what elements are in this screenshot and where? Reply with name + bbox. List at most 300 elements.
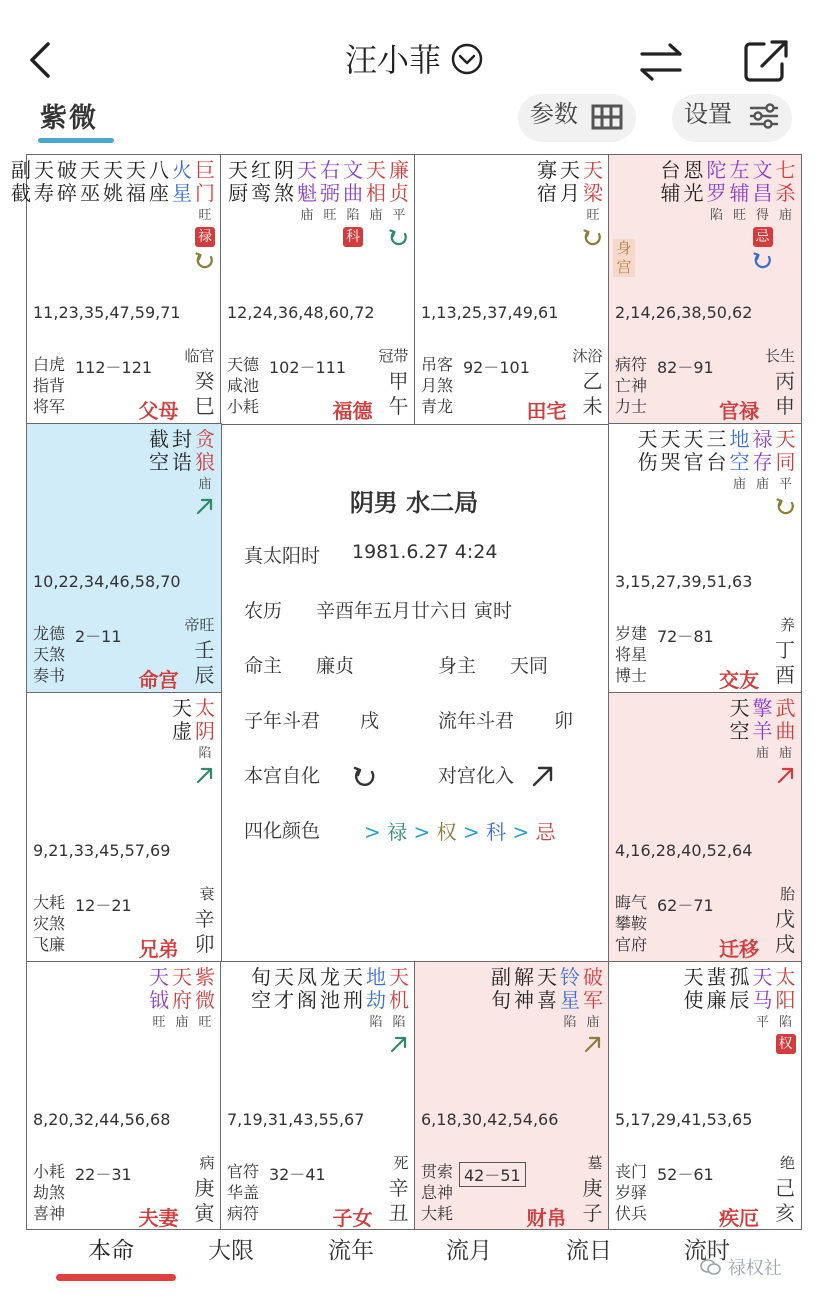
star-name-char: 天 bbox=[103, 158, 123, 182]
legend-ji: 忌 bbox=[535, 820, 556, 844]
branch: 辰 bbox=[194, 663, 215, 687]
star-name-char: 火 bbox=[172, 158, 192, 182]
self-transform-icon bbox=[752, 249, 774, 271]
stem: 乙 bbox=[582, 369, 603, 393]
shensha-3: 喜神 bbox=[33, 1204, 66, 1223]
star-name-char: 姚 bbox=[103, 181, 123, 205]
star-name-char: 天 bbox=[366, 158, 386, 182]
star-name-char: 梁 bbox=[583, 181, 603, 205]
star-column bbox=[705, 966, 728, 1054]
palace-minggong[interactable] bbox=[26, 423, 222, 694]
share-icon[interactable] bbox=[742, 38, 792, 84]
star-column bbox=[536, 966, 559, 1055]
palace-fumu[interactable] bbox=[11, 154, 222, 425]
shensha-1: 贯索 bbox=[421, 1162, 454, 1181]
star-column bbox=[774, 428, 797, 517]
decade-range: 72－81 bbox=[657, 627, 714, 646]
star-name-char: 阴 bbox=[195, 719, 215, 743]
stem: 丙 bbox=[775, 369, 795, 393]
palace-jiaoyou[interactable] bbox=[608, 423, 802, 694]
star-brightness: 庙 bbox=[586, 1015, 600, 1030]
star-column bbox=[319, 966, 342, 1055]
star-brightness: 陷 bbox=[778, 1015, 792, 1030]
star-name-char: 同 bbox=[775, 450, 796, 474]
star-name-char: 七 bbox=[775, 158, 796, 182]
star-name-char: 巫 bbox=[80, 181, 100, 205]
ziwei-chart-grid bbox=[11, 154, 802, 1230]
star-name-char: 天 bbox=[172, 696, 192, 720]
swap-icon[interactable] bbox=[638, 40, 684, 84]
star-column bbox=[365, 966, 388, 1055]
branch: 未 bbox=[582, 394, 603, 418]
star-column bbox=[636, 428, 659, 517]
palace-guanlu[interactable] bbox=[608, 154, 802, 425]
legend-sep: > bbox=[364, 820, 381, 844]
star-column bbox=[125, 159, 148, 271]
star-brightness: 得 bbox=[755, 208, 769, 223]
branch: 亥 bbox=[775, 1201, 795, 1225]
watermark bbox=[700, 1254, 782, 1280]
star-name-char: 右 bbox=[320, 158, 340, 182]
star-brightness: 庙 bbox=[732, 477, 746, 492]
star-name-char: 使 bbox=[683, 988, 704, 1012]
star-name-char: 贞 bbox=[389, 181, 409, 205]
star-name-char: 武 bbox=[775, 696, 796, 720]
tab-liunian[interactable]: 流年 bbox=[328, 1238, 374, 1264]
star-list bbox=[148, 966, 217, 1031]
shensha-3: 飞廉 bbox=[33, 935, 66, 954]
shenzhu-label: 身主 bbox=[438, 655, 477, 677]
transform-in-arrow-icon bbox=[194, 495, 216, 517]
shensha-1: 岁建 bbox=[615, 624, 648, 643]
branch: 巳 bbox=[194, 394, 215, 418]
star-column bbox=[559, 966, 582, 1055]
palace-jie[interactable] bbox=[608, 961, 802, 1230]
star-brightness: 庙 bbox=[369, 208, 383, 223]
legend-sep: > bbox=[462, 820, 480, 844]
star-name-char: 马 bbox=[752, 988, 773, 1012]
star-column bbox=[751, 159, 774, 271]
age-list: 3,15,27,39,51,63 bbox=[615, 572, 753, 591]
star-column bbox=[490, 966, 513, 1055]
legend-quan: 权 bbox=[436, 820, 457, 844]
tab-liuyue[interactable]: 流月 bbox=[446, 1238, 492, 1264]
stem: 辛 bbox=[388, 1176, 409, 1200]
star-column bbox=[148, 428, 171, 517]
star-brightness: 庙 bbox=[778, 746, 792, 761]
star-brightness: 庙 bbox=[778, 208, 792, 223]
star-name-char: 天 bbox=[683, 427, 704, 451]
star-name-char: 破 bbox=[57, 158, 77, 182]
age-list: 1,13,25,37,49,61 bbox=[421, 303, 559, 322]
star-list bbox=[10, 159, 217, 271]
palace-qianyi[interactable] bbox=[608, 692, 802, 963]
age-list: 4,16,28,40,52,64 bbox=[615, 841, 753, 860]
changsheng-stage: 沐浴 bbox=[572, 347, 603, 365]
palace-fuqi[interactable] bbox=[26, 961, 222, 1230]
star-name-char: 天 bbox=[274, 965, 294, 989]
star-name-char: 昌 bbox=[752, 181, 773, 205]
star-name-char: 天 bbox=[228, 158, 248, 182]
age-list: 5,17,29,41,53,65 bbox=[615, 1110, 753, 1129]
shenzhu-value: 天同 bbox=[510, 655, 549, 677]
star-list bbox=[536, 159, 605, 248]
star-name-char: 座 bbox=[149, 181, 169, 205]
star-list bbox=[636, 428, 797, 517]
transform-in-arrow-icon bbox=[582, 1033, 604, 1055]
star-column bbox=[250, 966, 273, 1055]
branch: 戌 bbox=[775, 932, 795, 956]
star-brightness: 平 bbox=[755, 1015, 769, 1030]
self-transform-label: 本宫自化 bbox=[244, 765, 321, 787]
star-name-char: 空 bbox=[729, 450, 750, 474]
star-name-char: 左 bbox=[729, 158, 750, 182]
star-name-char: 哭 bbox=[660, 450, 681, 474]
palace-name: 官禄 bbox=[719, 399, 759, 423]
decade-range: 62－71 bbox=[657, 896, 714, 915]
sliders-icon bbox=[748, 102, 780, 130]
star-name-char: 太 bbox=[195, 696, 215, 720]
wechat-icon bbox=[700, 1258, 722, 1276]
palace-name: 福德 bbox=[332, 399, 373, 423]
star-name-char: 蜚 bbox=[706, 965, 727, 989]
shensha-1: 小耗 bbox=[33, 1162, 66, 1181]
liunian-doujun-label: 流年斗君 bbox=[438, 710, 515, 732]
legend-ke: 科 bbox=[486, 820, 507, 844]
star-brightness: 陷 bbox=[198, 746, 212, 761]
self-transform-icon bbox=[352, 763, 378, 789]
settings-label: 设置 bbox=[684, 100, 732, 128]
legend-sep: > bbox=[413, 820, 431, 844]
palace-xiongdi[interactable] bbox=[26, 692, 222, 963]
settings-button[interactable] bbox=[672, 94, 792, 142]
branch: 卯 bbox=[194, 932, 215, 956]
star-column bbox=[194, 159, 217, 271]
self-transform-icon bbox=[582, 226, 604, 248]
age-list: 7,19,31,43,55,67 bbox=[227, 1110, 365, 1129]
shensha-1: 龙德 bbox=[33, 624, 66, 643]
star-name-char: 红 bbox=[251, 158, 271, 182]
changsheng-stage: 绝 bbox=[779, 1154, 795, 1172]
star-name-char: 虚 bbox=[172, 719, 192, 743]
palace-name: 命宫 bbox=[138, 668, 179, 692]
stem: 庚 bbox=[194, 1176, 215, 1200]
star-name-char: 鸾 bbox=[251, 181, 271, 205]
star-column bbox=[682, 966, 705, 1054]
palace-name: 田宅 bbox=[526, 399, 567, 423]
star-name-char: 辰 bbox=[729, 988, 750, 1012]
shensha-2: 月煞 bbox=[421, 376, 454, 395]
star-name-char: 紫 bbox=[195, 965, 215, 989]
star-column bbox=[388, 966, 411, 1055]
star-name-char: 光 bbox=[683, 181, 704, 205]
tab-liushi[interactable]: 流时 bbox=[684, 1238, 730, 1264]
shensha-1: 病符 bbox=[615, 355, 648, 374]
decade-range: 52－61 bbox=[657, 1165, 714, 1184]
decade-range: 32－41 bbox=[269, 1165, 326, 1184]
tab-daxian[interactable]: 大限 bbox=[208, 1238, 254, 1264]
star-name-char: 陀 bbox=[706, 158, 727, 182]
star-name-char: 文 bbox=[752, 158, 773, 182]
star-name-char: 空 bbox=[149, 450, 169, 474]
changsheng-stage: 养 bbox=[779, 616, 795, 634]
star-column bbox=[513, 966, 536, 1055]
star-name-char: 煞 bbox=[274, 181, 294, 205]
star-name-char: 微 bbox=[195, 988, 215, 1012]
opposite-transform-label: 对宫化入 bbox=[438, 765, 515, 787]
star-name-char: 台 bbox=[660, 158, 681, 182]
star-name-char: 阳 bbox=[775, 988, 796, 1012]
star-brightness: 旺 bbox=[198, 208, 212, 223]
transform-in-arrow-icon bbox=[388, 1033, 410, 1055]
tab-indicator bbox=[38, 138, 114, 143]
star-name-char: 地 bbox=[729, 427, 750, 451]
shensha-1: 白虎 bbox=[33, 355, 66, 374]
shensha-3: 小耗 bbox=[227, 397, 260, 416]
chart-toolbar bbox=[0, 98, 828, 154]
zinian-doujun-label: 子年斗君 bbox=[244, 710, 321, 732]
star-name-char: 天 bbox=[637, 427, 658, 451]
star-name-char: 相 bbox=[366, 181, 386, 205]
star-column bbox=[659, 428, 682, 517]
star-name-char: 八 bbox=[149, 158, 169, 182]
self-transform-icon bbox=[388, 226, 410, 248]
shensha-2: 指背 bbox=[33, 376, 66, 395]
stem: 庚 bbox=[582, 1176, 603, 1200]
star-brightness: 陷 bbox=[392, 1015, 406, 1030]
palace-name: 疾厄 bbox=[719, 1206, 759, 1230]
star-name-char: 诰 bbox=[172, 450, 192, 474]
sihua-badge: 权 bbox=[776, 1034, 796, 1054]
shensha-2: 亡神 bbox=[615, 376, 648, 395]
star-column bbox=[582, 966, 605, 1055]
palace-name: 财帛 bbox=[526, 1206, 567, 1230]
star-column bbox=[171, 966, 194, 1031]
stem: 戊 bbox=[775, 907, 795, 931]
star-name-char: 恩 bbox=[683, 158, 704, 182]
stem: 壬 bbox=[194, 638, 215, 662]
tab-benming[interactable]: 本命 bbox=[88, 1238, 134, 1264]
star-name-char: 巨 bbox=[195, 158, 215, 182]
star-list bbox=[728, 697, 797, 786]
palace-name: 交友 bbox=[719, 668, 759, 692]
palace-fude[interactable] bbox=[220, 154, 416, 425]
star-name-char: 空 bbox=[251, 988, 271, 1012]
stem: 己 bbox=[775, 1176, 795, 1200]
star-name-char: 辅 bbox=[729, 181, 750, 205]
shensha-1: 晦气 bbox=[615, 893, 648, 912]
shensha-1: 吊客 bbox=[421, 355, 454, 374]
changsheng-stage: 帝旺 bbox=[184, 616, 215, 634]
star-name-char: 弼 bbox=[320, 181, 340, 205]
star-column bbox=[774, 966, 797, 1054]
body-palace-tag: 身宫 bbox=[613, 239, 635, 277]
star-brightness: 庙 bbox=[300, 208, 314, 223]
decade-range: 82－91 bbox=[657, 358, 714, 377]
sihua-color-label: 四化颜色 bbox=[244, 820, 321, 842]
star-name-char: 副 bbox=[11, 158, 31, 182]
shensha-3: 病符 bbox=[227, 1204, 260, 1223]
star-name-char: 天 bbox=[149, 965, 169, 989]
branch: 午 bbox=[388, 394, 409, 418]
star-column bbox=[296, 159, 319, 248]
star-brightness: 旺 bbox=[586, 208, 600, 223]
star-name-char: 旬 bbox=[491, 988, 511, 1012]
star-name-char: 官 bbox=[683, 450, 704, 474]
star-name-char: 劫 bbox=[366, 988, 386, 1012]
legend-sep: > bbox=[512, 820, 530, 844]
shensha-3: 博士 bbox=[615, 666, 648, 685]
star-name-char: 碎 bbox=[57, 181, 77, 205]
star-name-char: 池 bbox=[320, 988, 340, 1012]
star-name-char: 铃 bbox=[560, 965, 580, 989]
star-name-char: 阁 bbox=[297, 988, 317, 1012]
active-tab-indicator bbox=[56, 1274, 176, 1281]
decade-range: 102－111 bbox=[269, 358, 347, 377]
star-name-char: 天 bbox=[126, 158, 146, 182]
shensha-3: 伏兵 bbox=[615, 1204, 648, 1223]
sihua-badge: 科 bbox=[343, 227, 363, 247]
palace-zinv[interactable] bbox=[220, 961, 416, 1230]
star-column bbox=[682, 159, 705, 271]
star-name-char: 旬 bbox=[251, 965, 271, 989]
star-brightness: 旺 bbox=[152, 1015, 166, 1030]
star-list bbox=[682, 966, 797, 1054]
star-name-char: 天 bbox=[172, 965, 192, 989]
palace-name: 父母 bbox=[138, 399, 179, 423]
star-brightness: 旺 bbox=[323, 208, 337, 223]
star-name-char: 贪 bbox=[195, 427, 215, 451]
star-column bbox=[682, 428, 705, 517]
star-name-char: 天 bbox=[537, 965, 557, 989]
legend-lu: 禄 bbox=[387, 820, 408, 844]
star-list bbox=[148, 428, 217, 517]
star-brightness: 陷 bbox=[563, 1015, 577, 1030]
stem: 辛 bbox=[194, 907, 215, 931]
star-name-char: 月 bbox=[560, 181, 580, 205]
star-name-char: 天 bbox=[34, 158, 54, 182]
star-column bbox=[194, 428, 217, 517]
star-name-char: 杀 bbox=[775, 181, 796, 205]
palace-caibo[interactable] bbox=[414, 961, 610, 1230]
shensha-2: 息神 bbox=[421, 1183, 454, 1202]
star-name-char: 府 bbox=[172, 988, 192, 1012]
changsheng-stage: 临官 bbox=[184, 347, 215, 365]
sihua-color-legend bbox=[364, 816, 556, 845]
shensha-3: 官府 bbox=[615, 935, 648, 954]
star-list bbox=[250, 966, 411, 1055]
branch: 子 bbox=[582, 1201, 603, 1225]
sihua-badge: 禄 bbox=[195, 227, 215, 247]
sihua-badge: 忌 bbox=[753, 227, 773, 247]
star-column bbox=[148, 159, 171, 271]
star-column bbox=[171, 697, 194, 786]
changsheng-stage: 衰 bbox=[199, 885, 215, 903]
star-name-char: 罗 bbox=[706, 181, 727, 205]
star-name-char: 副 bbox=[491, 965, 511, 989]
shensha-2: 将星 bbox=[615, 645, 648, 664]
star-column bbox=[728, 697, 751, 786]
stem: 甲 bbox=[388, 369, 409, 393]
star-name-char: 辅 bbox=[660, 181, 681, 205]
shensha-2: 咸池 bbox=[227, 376, 260, 395]
star-name-char: 天 bbox=[752, 965, 773, 989]
star-column bbox=[388, 159, 411, 248]
shensha-2: 岁驿 bbox=[615, 1183, 648, 1202]
decade-range: 92－101 bbox=[463, 358, 530, 377]
star-name-char: 天 bbox=[389, 965, 409, 989]
star-column bbox=[751, 966, 774, 1054]
star-name-char: 解 bbox=[514, 965, 534, 989]
star-brightness: 平 bbox=[392, 208, 406, 223]
star-column bbox=[56, 159, 79, 271]
tab-ziwei[interactable]: 紫微 bbox=[40, 103, 98, 134]
star-name-char: 天 bbox=[683, 965, 704, 989]
star-column bbox=[194, 697, 217, 786]
star-name-char: 截 bbox=[11, 181, 31, 205]
star-column bbox=[728, 966, 751, 1054]
star-column bbox=[705, 159, 728, 271]
shensha-3: 奏书 bbox=[33, 666, 66, 685]
star-column bbox=[342, 966, 365, 1055]
lunar-label: 农历 bbox=[244, 600, 283, 622]
palace-tianzhai[interactable] bbox=[414, 154, 610, 425]
shensha-1: 官符 bbox=[227, 1162, 260, 1181]
age-list: 9,21,33,45,57,69 bbox=[33, 841, 171, 860]
page-title[interactable] bbox=[0, 38, 828, 82]
age-list: 12,24,36,48,60,72 bbox=[227, 303, 375, 322]
star-name-char: 文 bbox=[343, 158, 363, 182]
star-column bbox=[365, 159, 388, 248]
star-column bbox=[10, 159, 33, 271]
tab-liuri[interactable]: 流日 bbox=[566, 1238, 612, 1264]
changsheng-stage: 病 bbox=[199, 1154, 215, 1172]
star-column bbox=[559, 159, 582, 248]
star-column bbox=[171, 428, 194, 517]
star-column bbox=[273, 966, 296, 1055]
chevron-down-icon[interactable] bbox=[451, 43, 483, 75]
star-name-char: 才 bbox=[274, 988, 294, 1012]
stem: 丁 bbox=[775, 638, 795, 662]
grid-chart-icon bbox=[590, 102, 624, 130]
star-brightness: 陷 bbox=[369, 1015, 383, 1030]
age-list: 11,23,35,47,59,71 bbox=[33, 303, 181, 322]
age-list: 2,14,26,38,50,62 bbox=[615, 303, 753, 322]
star-name-char: 天 bbox=[80, 158, 100, 182]
chart-center-info bbox=[220, 423, 608, 961]
star-name-char: 截 bbox=[149, 427, 169, 451]
star-column bbox=[536, 159, 559, 248]
shensha-3: 青龙 bbox=[421, 397, 454, 416]
self-transform-icon bbox=[194, 249, 216, 271]
decade-range: 112－121 bbox=[75, 358, 153, 377]
star-name-char: 破 bbox=[583, 965, 603, 989]
changsheng-stage: 胎 bbox=[779, 885, 795, 903]
branch: 寅 bbox=[194, 1201, 215, 1225]
star-column bbox=[296, 966, 319, 1055]
star-name-char: 星 bbox=[172, 181, 192, 205]
true-solar-label: 真太阳时 bbox=[244, 545, 321, 567]
changsheng-stage: 墓 bbox=[587, 1154, 603, 1172]
star-brightness: 陷 bbox=[709, 208, 723, 223]
liunian-doujun-value: 卯 bbox=[554, 710, 574, 732]
star-name-char: 神 bbox=[514, 988, 534, 1012]
star-name-char: 地 bbox=[366, 965, 386, 989]
star-list bbox=[490, 966, 605, 1055]
params-button[interactable] bbox=[518, 94, 636, 142]
star-name-char: 羊 bbox=[752, 719, 773, 743]
star-column bbox=[79, 159, 102, 271]
